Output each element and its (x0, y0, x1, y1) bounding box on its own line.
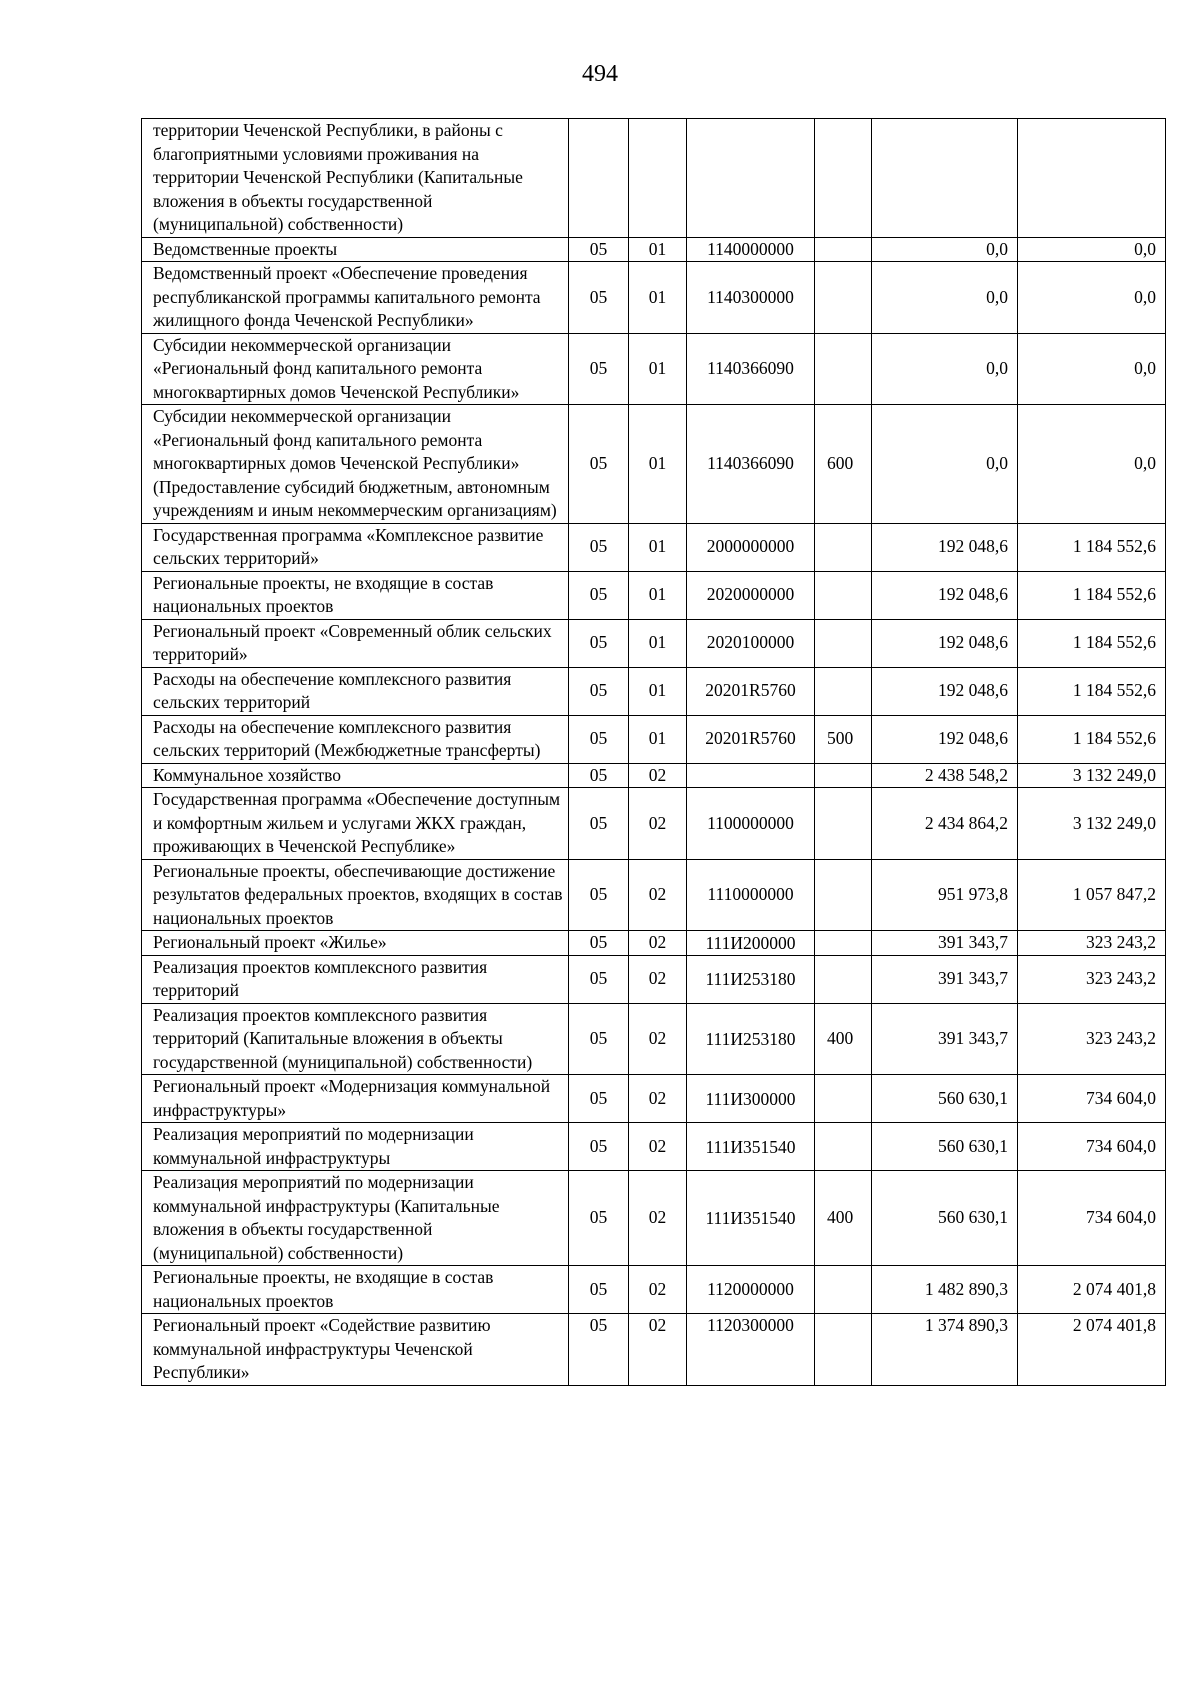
expense-type-code (815, 859, 872, 931)
item-name: Реализация мероприятий по модернизации коммунальной инфраструктуры (Капитальные вложения в объекты государственной (муниципальной) собственности) (142, 1171, 569, 1266)
amount-year-2: 734 604,0 (1018, 1075, 1166, 1123)
subsection-code: 02 (629, 1314, 687, 1386)
expense-type-code (815, 1075, 872, 1123)
table-row (142, 763, 1166, 788)
item-name: Региональные проекты, обеспечивающие достижение результатов федеральных проектов, входящих в состав национальных проектов (142, 859, 569, 931)
table-row (142, 955, 1166, 1003)
amount-year-2: 1 184 552,6 (1018, 619, 1166, 667)
subsection-code: 01 (629, 333, 687, 405)
amount-year-1: 192 048,6 (872, 715, 1018, 763)
expense-type-code (815, 619, 872, 667)
section-code: 05 (569, 859, 629, 931)
subsection-code: 02 (629, 763, 687, 788)
amount-year-1: 391 343,7 (872, 931, 1018, 956)
item-name: Региональный проект «Жилье» (142, 931, 569, 956)
target-article-code: 1140366090 (687, 333, 815, 405)
amount-year-1: 192 048,6 (872, 667, 1018, 715)
subsection-code: 01 (629, 262, 687, 334)
amount-year-1: 391 343,7 (872, 955, 1018, 1003)
target-article-code (687, 763, 815, 788)
amount-year-1: 560 630,1 (872, 1123, 1018, 1171)
amount-year-1: 192 048,6 (872, 619, 1018, 667)
subsection-code: 02 (629, 1123, 687, 1171)
item-name: Субсидии некоммерческой организации «Региональный фонд капитального ремонта многоквартирных домов Чеченской Республики» (Предоставление субсидий бюджетным, автономным учреждениям и иным некоммерческим организациям) (142, 405, 569, 524)
section-code: 05 (569, 1075, 629, 1123)
section-code: 05 (569, 955, 629, 1003)
target-article-code: 20201R5760 (687, 667, 815, 715)
table-row (142, 1314, 1166, 1386)
item-name: Государственная программа «Комплексное развитие сельских территорий» (142, 523, 569, 571)
target-article-code: 1100000000 (687, 788, 815, 860)
amount-year-2: 3 132 249,0 (1018, 763, 1166, 788)
amount-year-2: 1 057 847,2 (1018, 859, 1166, 931)
amount-year-1: 192 048,6 (872, 571, 1018, 619)
subsection-code: 02 (629, 955, 687, 1003)
subsection-code: 01 (629, 405, 687, 524)
subsection-code: 02 (629, 859, 687, 931)
target-article-code: 111И300000 (687, 1075, 815, 1123)
amount-year-1 (872, 119, 1018, 238)
amount-year-2: 0,0 (1018, 237, 1166, 262)
table-row (142, 619, 1166, 667)
item-name: Реализация мероприятий по модернизации коммунальной инфраструктуры (142, 1123, 569, 1171)
section-code: 05 (569, 667, 629, 715)
amount-year-2: 734 604,0 (1018, 1123, 1166, 1171)
amount-year-1: 0,0 (872, 333, 1018, 405)
item-name: Государственная программа «Обеспечение доступным и комфортным жильем и услугами ЖКХ граждан, проживающих в Чеченской Республике» (142, 788, 569, 860)
subsection-code: 01 (629, 237, 687, 262)
expense-type-code (815, 262, 872, 334)
expense-type-code: 400 (815, 1003, 872, 1075)
target-article-code: 2020000000 (687, 571, 815, 619)
section-code: 05 (569, 523, 629, 571)
target-article-code: 111И351540 (687, 1171, 815, 1266)
section-code: 05 (569, 931, 629, 956)
amount-year-2: 1 184 552,6 (1018, 571, 1166, 619)
item-name: Региональный проект «Модернизация коммунальной инфраструктуры» (142, 1075, 569, 1123)
section-code: 05 (569, 715, 629, 763)
expense-type-code (815, 1123, 872, 1171)
item-name: Реализация проектов комплексного развития территорий (142, 955, 569, 1003)
table-row (142, 1003, 1166, 1075)
amount-year-2: 323 243,2 (1018, 955, 1166, 1003)
amount-year-2: 323 243,2 (1018, 1003, 1166, 1075)
item-name: территории Чеченской Республики, в районы с благоприятными условиями проживания на территории Чеченской Республики (Капитальные вложения в объекты государственной (муниципальной) собственности) (142, 119, 569, 238)
target-article-code: 1120300000 (687, 1314, 815, 1386)
amount-year-2: 1 184 552,6 (1018, 715, 1166, 763)
subsection-code: 02 (629, 1266, 687, 1314)
target-article-code: 1140300000 (687, 262, 815, 334)
table-row (142, 262, 1166, 334)
expense-type-code: 600 (815, 405, 872, 524)
section-code: 05 (569, 619, 629, 667)
target-article-code: 20201R5760 (687, 715, 815, 763)
amount-year-2: 0,0 (1018, 405, 1166, 524)
budget-table-body (142, 119, 1166, 1386)
target-article-code: 1140000000 (687, 237, 815, 262)
expense-type-code (815, 667, 872, 715)
target-article-code: 1140366090 (687, 405, 815, 524)
table-row (142, 1266, 1166, 1314)
item-name: Региональные проекты, не входящие в состав национальных проектов (142, 571, 569, 619)
amount-year-2: 0,0 (1018, 333, 1166, 405)
item-name: Ведомственные проекты (142, 237, 569, 262)
expense-type-code (815, 523, 872, 571)
subsection-code: 01 (629, 667, 687, 715)
target-article-code: 111И200000 (687, 931, 815, 956)
budget-table (141, 118, 1166, 1386)
subsection-code: 02 (629, 931, 687, 956)
amount-year-1: 0,0 (872, 262, 1018, 334)
amount-year-1: 0,0 (872, 405, 1018, 524)
item-name: Региональный проект «Содействие развитию коммунальной инфраструктуры Чеченской Республики» (142, 1314, 569, 1386)
expense-type-code (815, 763, 872, 788)
amount-year-2: 2 074 401,8 (1018, 1314, 1166, 1386)
item-name: Региональные проекты, не входящие в состав национальных проектов (142, 1266, 569, 1314)
section-code: 05 (569, 262, 629, 334)
amount-year-2: 1 184 552,6 (1018, 667, 1166, 715)
table-row (142, 571, 1166, 619)
expense-type-code (815, 119, 872, 238)
amount-year-1: 951 973,8 (872, 859, 1018, 931)
table-row (142, 1171, 1166, 1266)
amount-year-2: 3 132 249,0 (1018, 788, 1166, 860)
subsection-code: 02 (629, 1003, 687, 1075)
subsection-code: 01 (629, 715, 687, 763)
item-name: Расходы на обеспечение комплексного развития сельских территорий (Межбюджетные трансферты) (142, 715, 569, 763)
expense-type-code (815, 788, 872, 860)
amount-year-2: 0,0 (1018, 262, 1166, 334)
section-code: 05 (569, 1171, 629, 1266)
expense-type-code: 400 (815, 1171, 872, 1266)
table-row (142, 1075, 1166, 1123)
amount-year-1: 2 434 864,2 (872, 788, 1018, 860)
item-name: Коммунальное хозяйство (142, 763, 569, 788)
amount-year-1: 1 374 890,3 (872, 1314, 1018, 1386)
expense-type-code (815, 1314, 872, 1386)
target-article-code: 111И253180 (687, 955, 815, 1003)
table-row (142, 237, 1166, 262)
amount-year-1: 560 630,1 (872, 1171, 1018, 1266)
subsection-code: 01 (629, 523, 687, 571)
table-row (142, 523, 1166, 571)
table-row (142, 1123, 1166, 1171)
subsection-code: 02 (629, 788, 687, 860)
expense-type-code (815, 571, 872, 619)
table-row (142, 667, 1166, 715)
amount-year-2: 1 184 552,6 (1018, 523, 1166, 571)
section-code: 05 (569, 333, 629, 405)
section-code: 05 (569, 788, 629, 860)
expense-type-code (815, 237, 872, 262)
table-row (142, 333, 1166, 405)
item-name: Ведомственный проект «Обеспечение проведения республиканской программы капитального ремонта жилищного фонда Чеченской Республики» (142, 262, 569, 334)
amount-year-1: 192 048,6 (872, 523, 1018, 571)
amount-year-1: 391 343,7 (872, 1003, 1018, 1075)
expense-type-code: 500 (815, 715, 872, 763)
expense-type-code (815, 1266, 872, 1314)
item-name: Субсидии некоммерческой организации «Региональный фонд капитального ремонта многоквартирных домов Чеченской Республики» (142, 333, 569, 405)
amount-year-1: 0,0 (872, 237, 1018, 262)
section-code: 05 (569, 571, 629, 619)
item-name: Расходы на обеспечение комплексного развития сельских территорий (142, 667, 569, 715)
subsection-code: 01 (629, 619, 687, 667)
target-article-code: 2000000000 (687, 523, 815, 571)
section-code: 05 (569, 1314, 629, 1386)
page-number: 494 (582, 61, 618, 87)
target-article-code: 111И253180 (687, 1003, 815, 1075)
table-row (142, 119, 1166, 238)
amount-year-2 (1018, 119, 1166, 238)
subsection-code (629, 119, 687, 238)
amount-year-2: 2 074 401,8 (1018, 1266, 1166, 1314)
expense-type-code (815, 333, 872, 405)
amount-year-1: 2 438 548,2 (872, 763, 1018, 788)
amount-year-2: 734 604,0 (1018, 1171, 1166, 1266)
subsection-code: 02 (629, 1171, 687, 1266)
section-code: 05 (569, 1123, 629, 1171)
item-name: Региональный проект «Современный облик сельских территорий» (142, 619, 569, 667)
table-row (142, 715, 1166, 763)
section-code: 05 (569, 237, 629, 262)
section-code: 05 (569, 1266, 629, 1314)
section-code (569, 119, 629, 238)
subsection-code: 02 (629, 1075, 687, 1123)
amount-year-1: 1 482 890,3 (872, 1266, 1018, 1314)
amount-year-1: 560 630,1 (872, 1075, 1018, 1123)
target-article-code: 1120000000 (687, 1266, 815, 1314)
target-article-code: 1110000000 (687, 859, 815, 931)
target-article-code (687, 119, 815, 238)
amount-year-2: 323 243,2 (1018, 931, 1166, 956)
table-row (142, 788, 1166, 860)
subsection-code: 01 (629, 571, 687, 619)
table-row (142, 931, 1166, 956)
expense-type-code (815, 931, 872, 956)
target-article-code: 2020100000 (687, 619, 815, 667)
section-code: 05 (569, 405, 629, 524)
section-code: 05 (569, 1003, 629, 1075)
table-row (142, 859, 1166, 931)
table-row (142, 405, 1166, 524)
section-code: 05 (569, 763, 629, 788)
expense-type-code (815, 955, 872, 1003)
target-article-code: 111И351540 (687, 1123, 815, 1171)
item-name: Реализация проектов комплексного развития территорий (Капитальные вложения в объекты государственной (муниципальной) собственности) (142, 1003, 569, 1075)
